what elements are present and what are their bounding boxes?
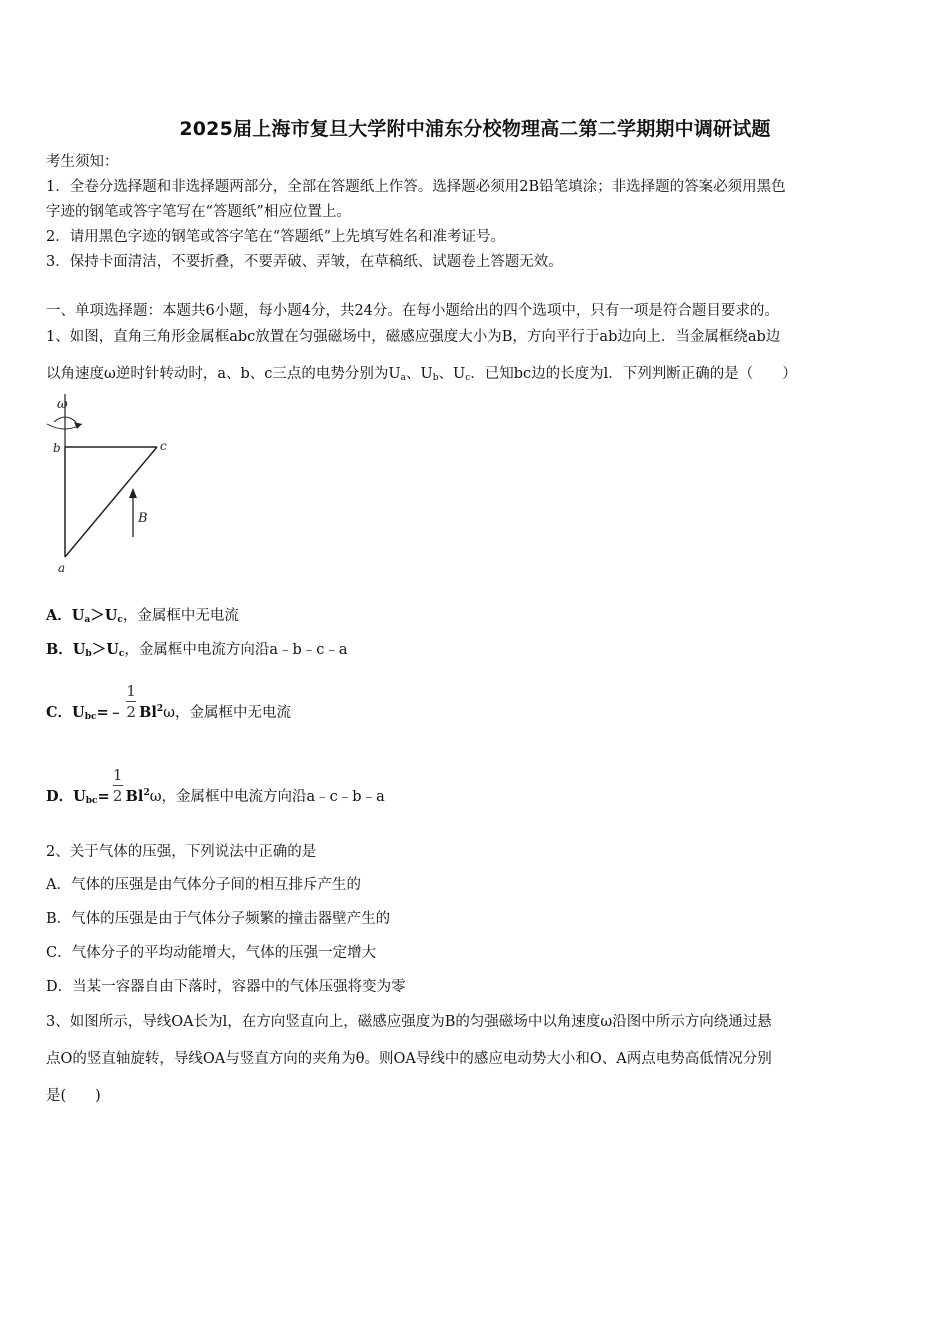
figure-a-label: a — [58, 561, 66, 574]
q2-option-d: D．当某一容器自由下落时，容器中的气体压强将变为零 — [46, 979, 406, 995]
q2-option-b: B．气体的压强是由于气体分子频繁的撞击器壁产生的 — [46, 911, 391, 927]
q2-stem: 2、关于气体的压强，下列说法中正确的是 — [46, 844, 317, 860]
page-title: 2025届上海市复旦大学附中浦东分校物理高二第二学期期中调研试题 — [179, 118, 771, 140]
q1-triangle-figure — [40, 392, 180, 574]
q2-option-a: A．气体的压强是由气体分子间的相互排斥产生的 — [46, 877, 361, 893]
q3-stem-line-1: 3、如图所示，导线OA长为l，在方向竖直向上，磁感应强度为B的匀强磁场中以角速度ω沿图中所示方向绕通过悬 — [46, 1014, 772, 1030]
q3-stem-line-3: 是( ) — [46, 1088, 101, 1104]
q1-option-c: C．$U_{bc}=﹣$ $\frac{1}{2}$ Bl$^2$ω，金属框中无电流 — [46, 682, 291, 722]
figure-b-label: b — [53, 441, 61, 455]
q1-option-d: D．$U_{bc}=$ $\frac{1}{2}$ Bl$^2$ω，金属框中电流方向沿a﹣c﹣b﹣a — [46, 766, 385, 806]
notice-item-1-line-1: 1．全卷分选择题和非选择题两部分，全部在答题纸上作答。选择题必须用2B铅笔填涂；非选择题的答案必须用黑色 — [46, 179, 786, 195]
figure-omega-label: ω — [57, 397, 68, 412]
figure-c-label: c — [160, 439, 167, 453]
q3-stem-line-2: 点O的竖直轴旋转，导线OA与竖直方向的夹角为θ。则OA导线中的感应电动势大小和O、A两点电势高低情况分别 — [46, 1051, 772, 1067]
q1-stem-line-1: 1、如图，直角三角形金属框abc放置在匀强磁场中，磁感应强度大小为B，方向平行于ab边向上．当金属框绕ab边 — [46, 329, 781, 345]
notice-item-1-line-2: 字迹的钢笔或答字笔写在“答题纸”相应位置上。 — [46, 204, 351, 220]
q1-option-a: A．$U_a>U_c$，金属框中无电流 — [46, 607, 239, 625]
notice-item-3: 3．保持卡面清洁，不要折叠，不要弄破、弄皱，在草稿纸、试题卷上答题无效。 — [46, 254, 563, 270]
notice-item-2: 2．请用黑色字迹的钢笔或答字笔在“答题纸”上先填写姓名和准考证号。 — [46, 229, 506, 245]
figure-B-label: B — [138, 511, 148, 526]
fraction-half: $\frac{1}{2}$ — [112, 766, 123, 805]
q1-stem-line-2: 以角速度ω逆时针转动时，a、b、c三点的电势分别为$U_a$、$U_b$、$U_c$．已知bc边的长度为l．下列判断正确的是（ ） — [46, 366, 797, 383]
section-1-heading: 一、单项选择题：本题共6小题，每小题4分，共24分。在每小题给出的四个选项中，只有一项是符合题目要求的。 — [46, 303, 779, 319]
fraction-half: $\frac{1}{2}$ — [126, 682, 136, 721]
q1-option-b: B．$U_b>U_c$，金属框中电流方向沿a﹣b﹣c﹣a — [46, 641, 348, 659]
notice-heading: 考生须知： — [46, 154, 119, 170]
q2-option-c: C．气体分子的平均动能增大，气体的压强一定增大 — [46, 945, 377, 961]
